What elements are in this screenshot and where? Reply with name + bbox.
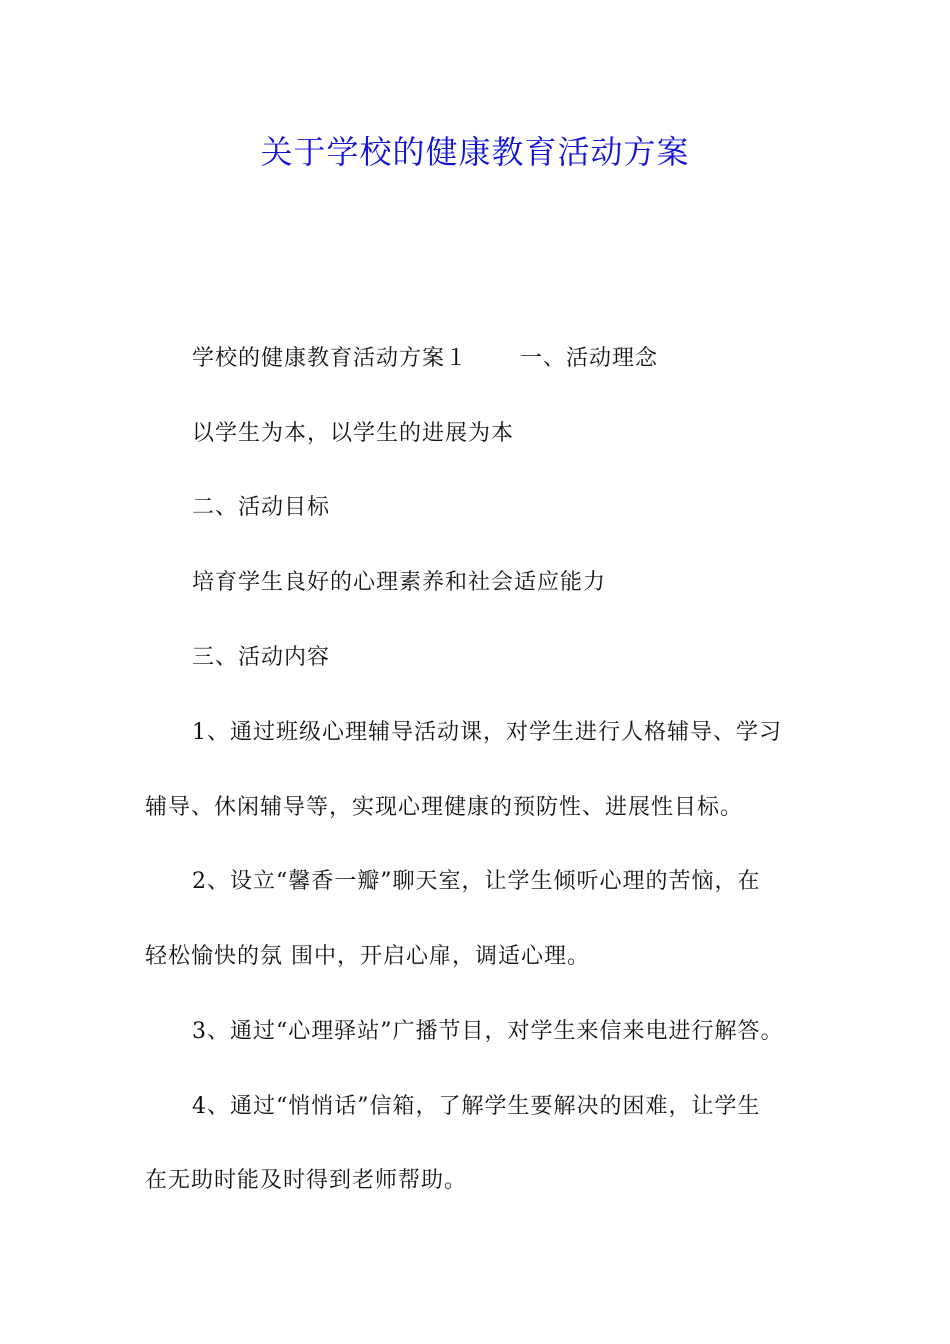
section-heading-concept: 一、活动理念 [520, 346, 659, 371]
section-heading-line [192, 343, 658, 375]
section-heading-goals: 二、活动目标 [192, 495, 331, 520]
plan-heading: 学校的健康教育活动方案１ [192, 346, 469, 371]
paragraph-line: 辅导、休闲辅导等，实现心理健康的预防性、进展性目标。 [145, 795, 744, 820]
paragraph-line: 1、通过班级心理辅导活动课，对学生进行人格辅导、学习 [192, 720, 782, 745]
paragraph-line: 轻松愉快的氛 围中，开启心扉，调适心理。 [145, 944, 590, 969]
paragraph-line: 3、通过“心理驿站”广播节目，对学生来信来电进行解答。 [192, 1019, 784, 1044]
paragraph-line: 培育学生良好的心理素养和社会适应能力 [192, 570, 607, 595]
paragraph-line: 在无助时能及时得到老师帮助。 [145, 1168, 468, 1193]
document-title: 关于学校的健康教育活动方案 [260, 133, 690, 171]
section-heading-content: 三、活动内容 [192, 645, 331, 670]
paragraph-line: 4、通过“悄悄话”信箱，了解学生要解决的困难，让学生 [192, 1094, 761, 1119]
paragraph-line: 2、设立“馨香一瓣”聊天室，让学生倾听心理的苦恼，在 [192, 869, 761, 894]
paragraph-line: 以学生为本，以学生的进展为本 [192, 421, 515, 446]
